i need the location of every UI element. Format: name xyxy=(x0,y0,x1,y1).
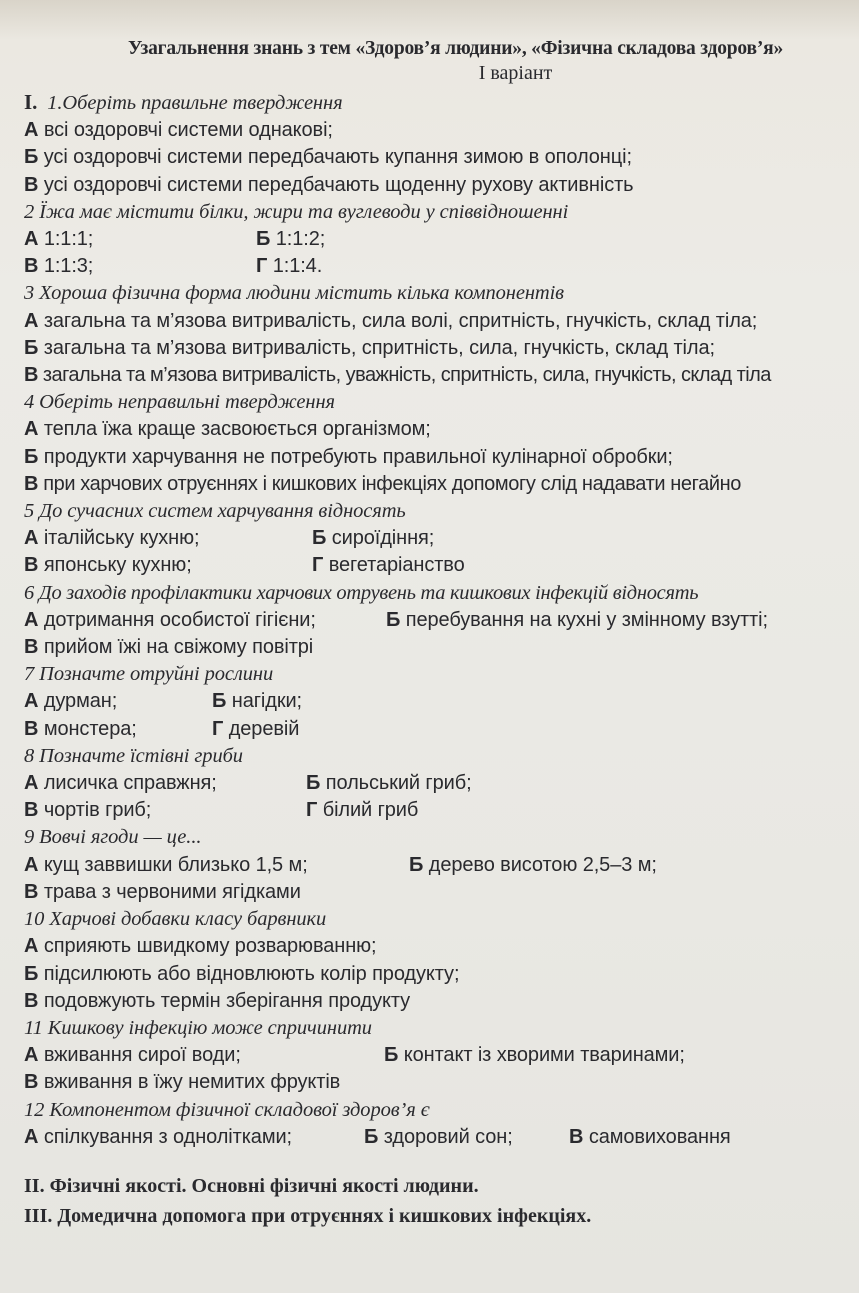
option: В чортів гриб; xyxy=(24,799,152,822)
option: В загальна та м’язова витривалість, уважність, спритність, сила, гнучкість, склад тіла xyxy=(24,364,771,387)
option: Б нагідки; xyxy=(212,690,303,713)
option: Б сироїдіння; xyxy=(312,527,435,550)
question-3: 3 Хороша фізична форма людини містить кілька компонентів xyxy=(24,282,564,305)
option-row xyxy=(24,688,847,715)
option: В подовжують термін зберігання продукту xyxy=(24,989,411,1012)
option-row xyxy=(24,253,847,280)
option: Г деревій xyxy=(212,717,300,740)
question-5: 5 До сучасних систем харчування відносять xyxy=(24,500,406,523)
question-4: 4 Оберіть неправильні твердження xyxy=(24,391,335,414)
question-10: 10 Харчові добавки класу барвники xyxy=(24,908,327,931)
option: В самовиховання xyxy=(569,1125,731,1148)
option-row xyxy=(24,852,847,879)
option-row xyxy=(24,1124,847,1151)
option-row xyxy=(24,716,847,743)
question-1 xyxy=(24,89,847,117)
page-title: Узагальнення знань з тем «Здоров’я людини», «Фізична складова здоров’я» xyxy=(127,38,784,59)
option-row xyxy=(24,770,847,797)
option: В вживання в їжу немитих фруктів xyxy=(24,1071,341,1094)
option-row xyxy=(24,525,847,552)
option: В прийом їжі на свіжому повітрі xyxy=(24,636,314,659)
option: В усі оздоровчі системи передбачають щоденну рухову активність xyxy=(24,173,634,196)
option: Б продукти харчування не потребують правильної кулінарної обробки; xyxy=(24,445,673,468)
option: Г вегетаріанство xyxy=(312,554,465,577)
option: Г білий гриб xyxy=(306,799,419,822)
option-row xyxy=(24,552,847,579)
option: А загальна та м’язова витривалість, сила волі, спритність, гнучкість, склад тіла; xyxy=(24,309,758,332)
option-row xyxy=(24,607,847,634)
option: В монстера; xyxy=(24,717,137,740)
option: А тепла їжа краще засвоюється організмом; xyxy=(24,418,431,441)
option: А дотримання особистої гігієни; xyxy=(24,608,316,631)
option: А 1:1:1; xyxy=(24,228,94,251)
option: А спілкування з однолітками; xyxy=(24,1125,293,1148)
question-12: 12 Компонентом фізичної складової здоров’я є xyxy=(24,1098,430,1121)
question-6: 6 До заходів профілактики харчових отрувень та кишкових інфекцій відносять xyxy=(24,581,699,604)
question-9: 9 Вовчі ягоди — це... xyxy=(24,826,202,849)
option: А всі оздоровчі системи однакові; xyxy=(24,119,333,142)
question-8: 8 Позначте їстівні гриби xyxy=(24,744,243,767)
option: Б усі оздоровчі системи передбачають купання зимою в ополонці; xyxy=(24,146,632,169)
option: А вживання сирої води; xyxy=(24,1044,241,1067)
option: Б контакт із хворими тваринами; xyxy=(384,1044,685,1067)
option: Б польський гриб; xyxy=(306,772,472,795)
option: Б 1:1:2; xyxy=(256,228,326,251)
option: В трава з червоними ягідками xyxy=(24,880,301,903)
option: Б дерево висотою 2,5–3 м; xyxy=(409,853,657,876)
option: А кущ заввишки близько 1,5 м; xyxy=(24,853,308,876)
option: Б підсилюють або відновлюють колір продукту; xyxy=(24,962,460,985)
option: В японську кухню; xyxy=(24,554,192,577)
section-number: І. xyxy=(24,90,38,114)
section-iii-heading: ІІІ. Домедична допомога при отруєннях і кишкових інфекціях. xyxy=(24,1204,592,1227)
option: А сприяють швидкому розварюванню; xyxy=(24,935,377,958)
question-11: 11 Кишкову інфекцію може спричинити xyxy=(24,1016,372,1039)
question-text: 1.Оберіть правильне твердження xyxy=(47,92,343,114)
option: В при харчових отруєннях і кишкових інфекціях допомогу слід надавати негайно xyxy=(24,472,741,495)
option: В 1:1:3; xyxy=(24,255,94,278)
option-row xyxy=(24,797,847,824)
option-row xyxy=(24,1042,847,1069)
section-ii-heading: ІІ. Фізичні якості. Основні фізичні якості людини. xyxy=(24,1174,479,1197)
question-2: 2 Їжа має містити білки, жири та вуглеводи у співвідношенні xyxy=(24,200,569,223)
option: Б здоровий сон; xyxy=(364,1125,513,1148)
variant-label: І варіант xyxy=(478,62,553,84)
option: А лисичка справжня; xyxy=(24,772,217,795)
option: Б перебування на кухні у змінному взутті; xyxy=(386,608,768,631)
question-7: 7 Позначте отруйні рослини xyxy=(24,663,274,686)
option-row xyxy=(24,226,847,253)
option: А дурман; xyxy=(24,690,118,713)
option: Г 1:1:4. xyxy=(256,255,323,278)
option: А італійську кухню; xyxy=(24,527,200,550)
option: Б загальна та м’язова витривалість, спритність, сила, гнучкість, склад тіла; xyxy=(24,336,715,359)
